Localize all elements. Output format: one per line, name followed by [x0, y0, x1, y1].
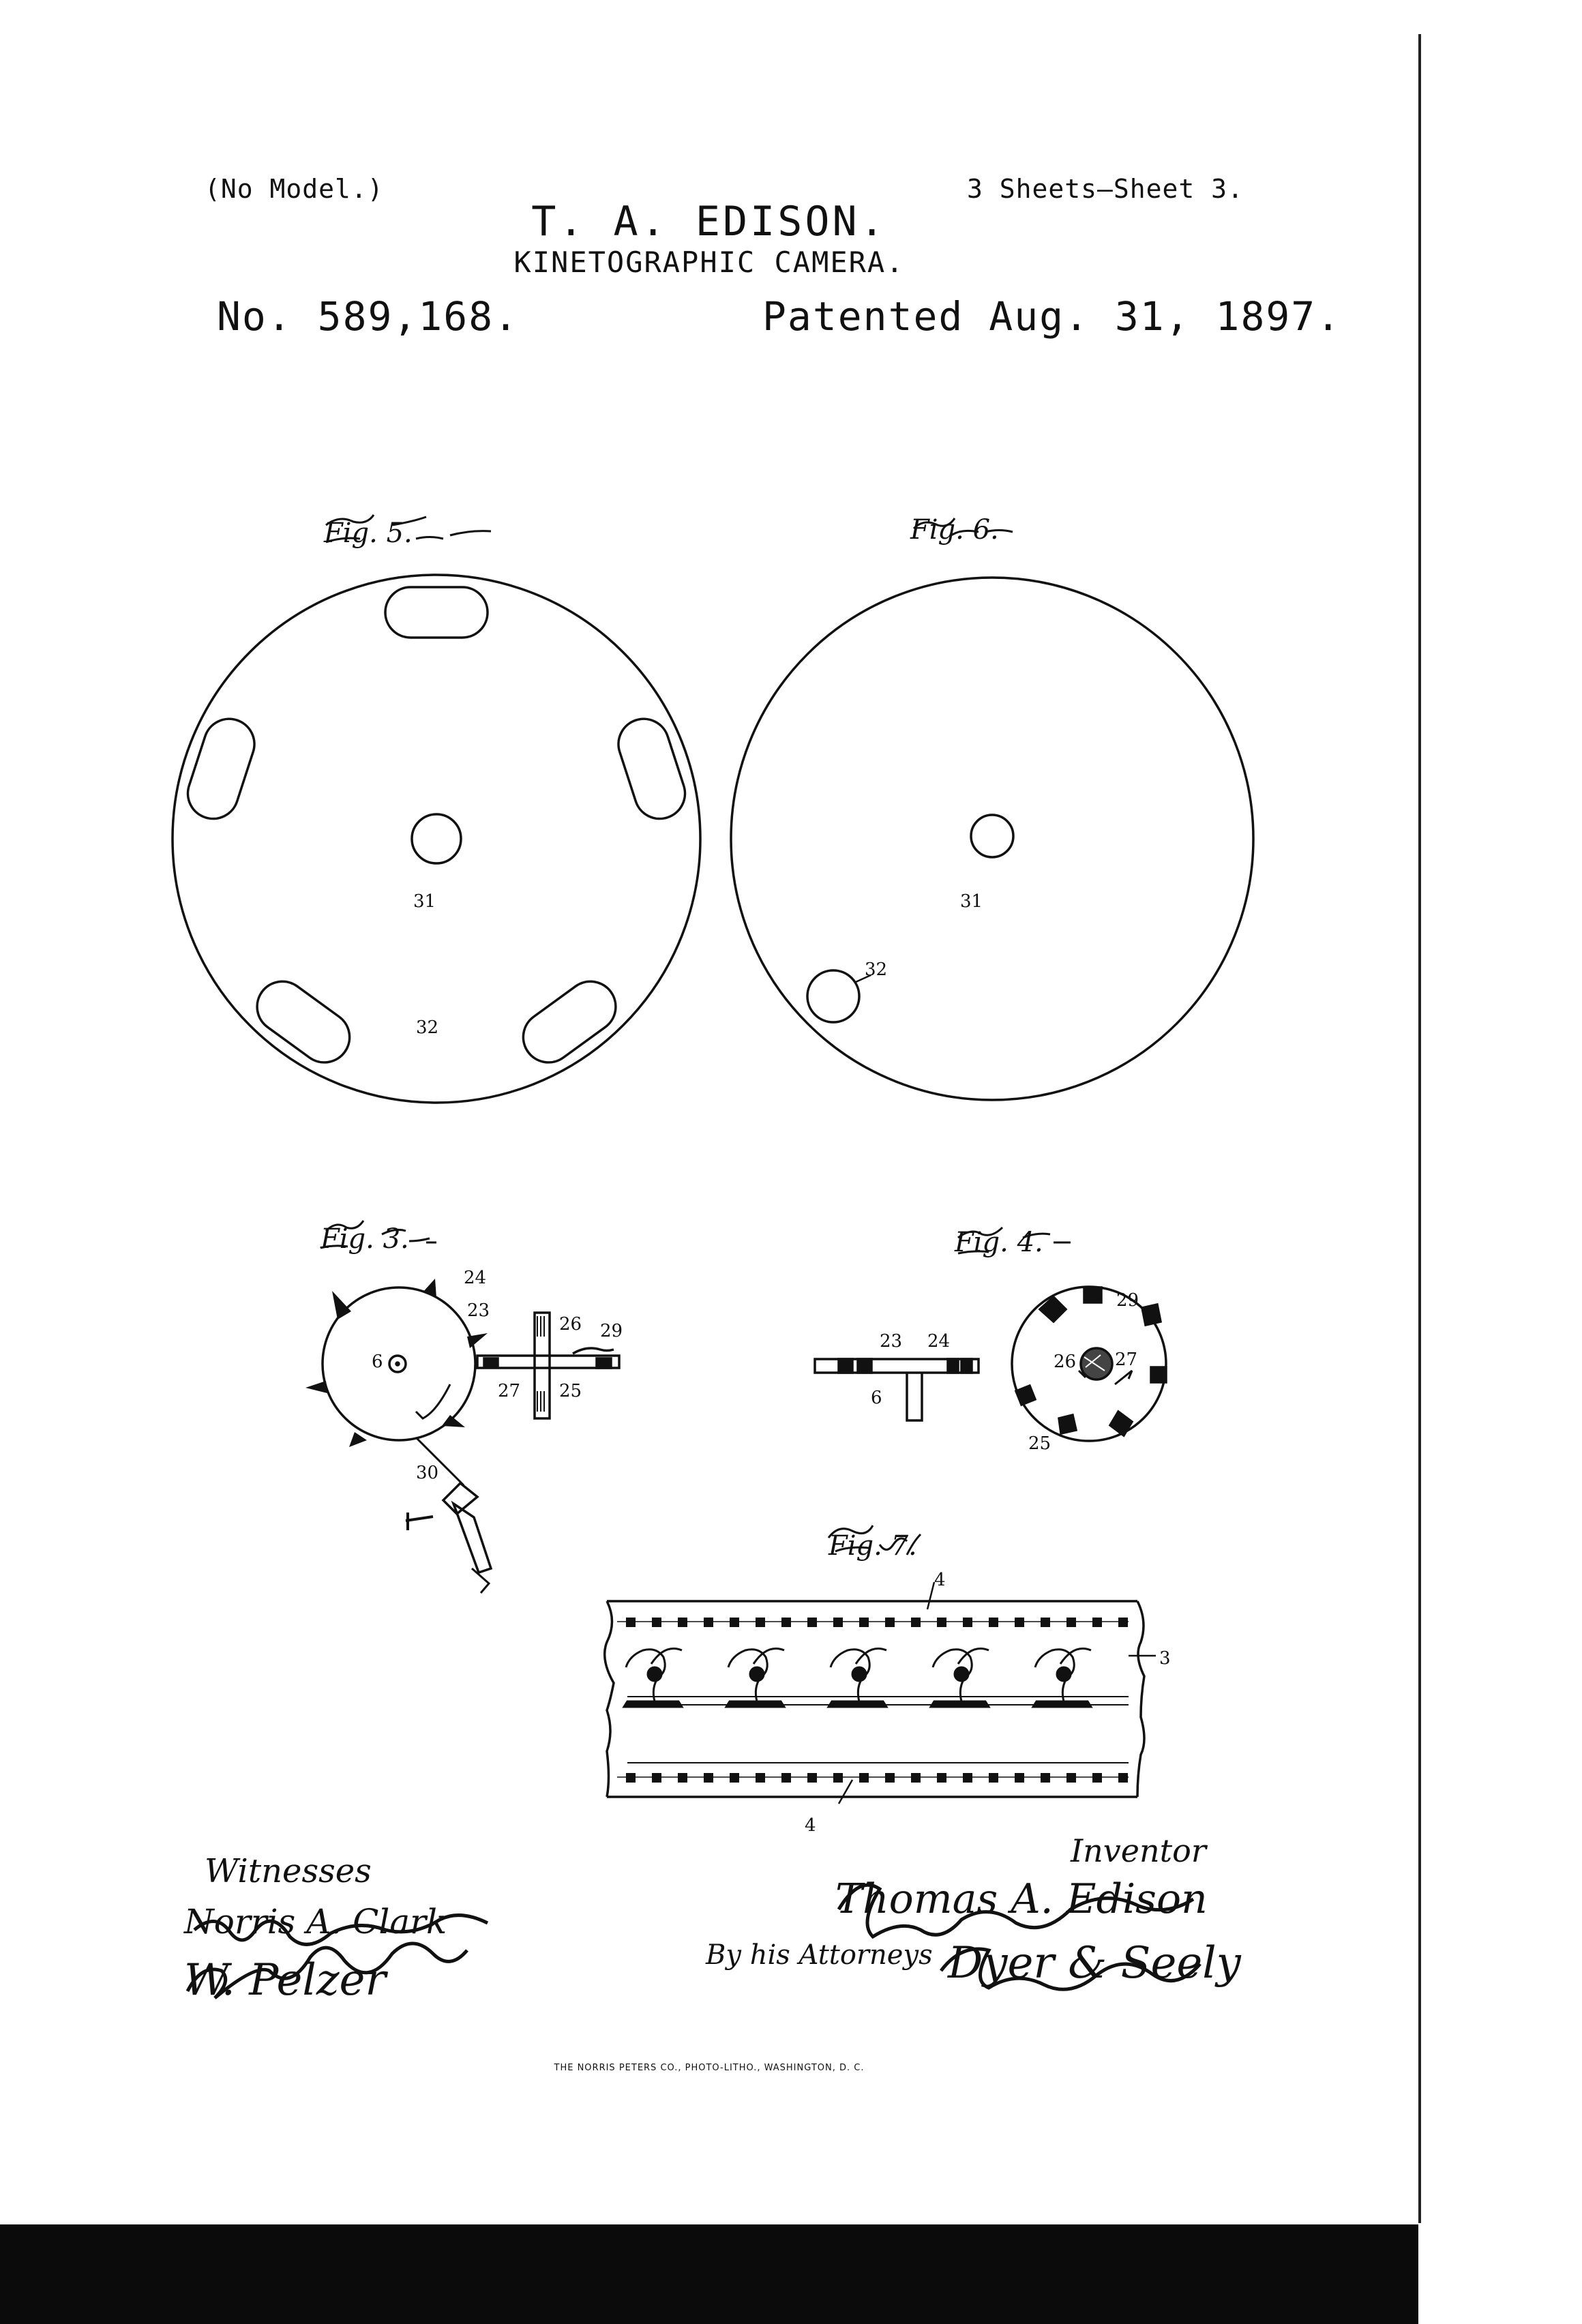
- fig4-ref-29: 29: [1116, 1290, 1139, 1311]
- fig3-ref-30: 30: [416, 1463, 439, 1483]
- fig5-slot: [513, 972, 626, 1073]
- fig3-ref-25: 25: [559, 1381, 582, 1401]
- fig3-ref-29: 29: [600, 1321, 623, 1341]
- fig3-ref-26: 26: [559, 1314, 582, 1335]
- witness-1-signature: Norris A. Clark: [184, 1902, 447, 1941]
- invention-title: KINETOGRAPHIC CAMERA.: [513, 245, 905, 279]
- fig7-ref-4-top: 4: [934, 1570, 946, 1590]
- fig3-label: Fig. 3.: [320, 1223, 409, 1255]
- scan-bottom-border: [0, 2224, 1418, 2324]
- figure-3-mechanism: [305, 1221, 619, 1593]
- fig6-offset-hole: [807, 970, 859, 1022]
- fig7-perforations-bottom: [626, 1773, 1128, 1783]
- fig5-slot: [385, 587, 488, 638]
- inventor-label: Inventor: [1071, 1832, 1206, 1869]
- fig4-ref-24: 24: [927, 1331, 951, 1352]
- figure-4-mechanism: [815, 1227, 1166, 1441]
- fig6-label: Fig. 6.: [910, 514, 999, 546]
- fig7-label: Fig. 7.: [829, 1530, 917, 1562]
- witnesses-label: Witnesses: [205, 1852, 372, 1890]
- fig5-slot: [247, 972, 359, 1073]
- fig6-hub-hole: [971, 815, 1013, 857]
- inventor-signature: Thomas A. Edison: [835, 1875, 1208, 1923]
- no-model-note: (No Model.): [205, 174, 384, 204]
- fig5-ref-32: 32: [416, 1017, 439, 1038]
- fig5-slot: [181, 713, 261, 826]
- fig7-ref-3: 3: [1159, 1648, 1171, 1669]
- page-edge-rule: [1418, 34, 1421, 2223]
- figure-7-film-strip: [605, 1525, 1156, 1804]
- fig5-label: Fig. 5.: [324, 518, 413, 549]
- fig3-ref-23: 23: [467, 1300, 490, 1321]
- fig5-slot: [612, 713, 691, 826]
- fig3-ref-24: 24: [464, 1268, 487, 1288]
- fig7-perforations-top: [626, 1618, 1128, 1627]
- fig6-ref-31: 31: [960, 891, 983, 912]
- attorneys-signature: Dyer & Seely: [948, 1938, 1241, 1988]
- fig7-ref-4-bottom: 4: [805, 1815, 816, 1836]
- figure-5-disc: [173, 515, 700, 1103]
- fig6-ref-32: 32: [865, 959, 888, 980]
- figure-6-disc: [731, 518, 1253, 1100]
- fig3-ref-6: 6: [372, 1352, 383, 1372]
- fig5-hub-hole: [412, 814, 461, 863]
- fig5-ref-31: 31: [413, 891, 436, 912]
- fig3-ref-27: 27: [498, 1381, 521, 1401]
- patented-date: Patented Aug. 31, 1897.: [762, 293, 1342, 340]
- fig4-label: Fig. 4.: [955, 1227, 1043, 1258]
- fig7-frame-figures: [624, 1649, 1091, 1708]
- sheet-indicator: 3 Sheets—Sheet 3.: [967, 174, 1244, 204]
- fig4-ref-26: 26: [1054, 1352, 1077, 1372]
- inventor-name: T. A. EDISON.: [531, 198, 887, 245]
- witness-2-signature: W. Pelzer: [184, 1955, 386, 2006]
- by-attorneys-label: By his Attorneys: [706, 1939, 933, 1971]
- fig4-ref-27: 27: [1115, 1350, 1138, 1370]
- fig4-ref-23: 23: [880, 1331, 903, 1352]
- fig4-ref-25: 25: [1028, 1433, 1051, 1454]
- patent-number: No. 589,168.: [217, 293, 520, 340]
- fig4-ref-6: 6: [871, 1388, 882, 1408]
- lithographer-credit: THE NORRIS PETERS CO., PHOTO-LITHO., WASHINGTON, D. C.: [554, 2063, 865, 2073]
